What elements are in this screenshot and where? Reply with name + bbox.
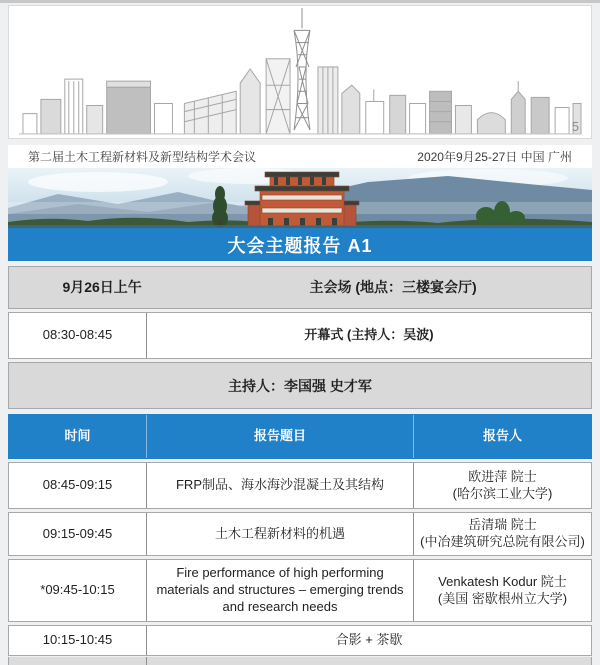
conference-title: 第二届土木工程新材料及新型结构学术会议 (28, 150, 257, 164)
talk-title: 土木工程新材料的机遇 (146, 513, 413, 555)
city-skyline-illustration (9, 6, 591, 138)
talk-speaker (413, 513, 591, 555)
speaker-name: Venkatesh Kodur 院士 (438, 573, 567, 589)
table-row-talk-1 (8, 462, 592, 509)
opening-time: 08:30-08:45 (42, 327, 113, 343)
conference-date-location: 2020年9月25-27日 中国 广州 (417, 150, 572, 164)
session-chairs: 主持人：李国强 史才军 (228, 377, 372, 394)
break-label: 合影 + 茶歇 (146, 626, 591, 655)
page-number: 5 (571, 119, 579, 134)
column-header-time: 时间 (64, 428, 91, 444)
talk-time: 09:15-09:45 (42, 525, 113, 541)
talk-title: Fire performance of high performing materials and structures – emerging trends and research needs (146, 560, 413, 621)
venue-photo (8, 168, 592, 228)
session-date-label: 9月26日上午 (62, 279, 142, 296)
skyline-panel (8, 5, 592, 139)
session-venue-label: 主会场 (地点：三楼宴会厅) (309, 279, 477, 296)
table-row-talk-3 (8, 559, 592, 622)
talk-title: FRP制品、海水海沙混凝土及其结构 (146, 463, 413, 508)
session-info-row (8, 266, 592, 309)
break-time: 10:15-10:45 (42, 632, 113, 648)
column-header-speaker: 报告人 (413, 415, 591, 458)
top-border-line (0, 0, 600, 3)
talk-time: *09:45-10:15 (40, 582, 115, 598)
column-header-topic: 报告题目 (146, 415, 413, 458)
talk-speaker (413, 463, 591, 508)
header-strip (8, 145, 592, 168)
session-title: 大会主题报告 A1 (227, 235, 373, 256)
table-header-row (8, 414, 592, 459)
opening-ceremony-row (8, 312, 592, 359)
speaker-affiliation: (中冶建筑研究总院有限公司) (420, 534, 585, 549)
table-row-break (8, 625, 592, 656)
speaker-name: 岳清瑞 院士 (468, 517, 537, 533)
session-title-bar (8, 228, 592, 261)
speaker-affiliation: (美国 密歇根州立大学) (437, 590, 568, 606)
speaker-affiliation: (哈尔滨工业大学) (452, 485, 553, 501)
opening-event: 开幕式 (主持人：吴波) (146, 313, 591, 358)
talk-time: 08:45-09:15 (42, 477, 113, 493)
venue-photo-illustration (8, 168, 592, 228)
talk-speaker (413, 560, 591, 621)
table-row-talk-2 (8, 512, 592, 556)
session-chairs-row (8, 362, 592, 409)
speaker-name: 欧进萍 院士 (468, 468, 537, 484)
